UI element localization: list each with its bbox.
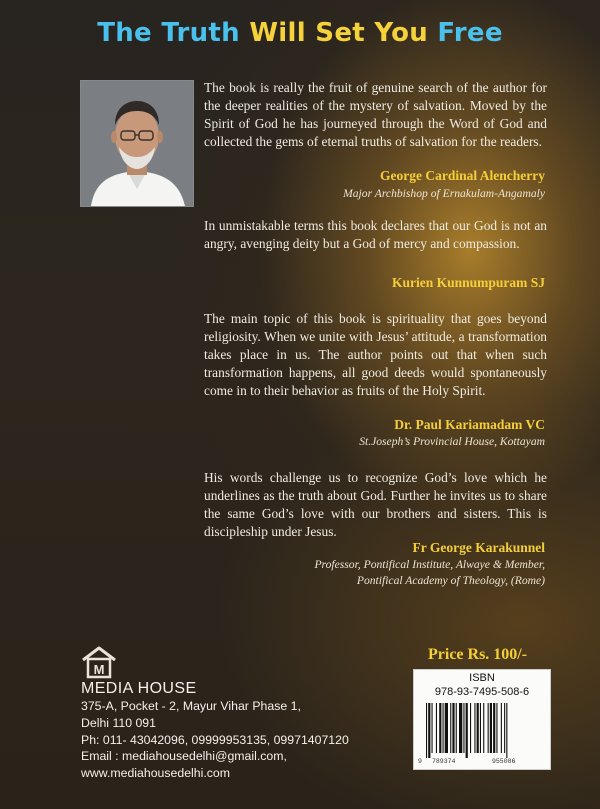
barcode-bar	[428, 703, 430, 758]
publisher-name: MEDIA HOUSE	[81, 680, 197, 697]
barcode-digit-group: 789374	[432, 758, 456, 765]
publisher-address-line-2: Delhi 110 091	[81, 715, 156, 730]
barcode-bar	[466, 703, 468, 758]
endorsement-3-text: The main topic of this book is spirituality that goes beyond religiosity. When we unite with Jesus’ attitude, a transformation takes place in us. The author points out that when such transformation happens, all good deeds would spontaneously come in to their behavior as fruits of the Holy Spirit.	[204, 311, 547, 398]
barcode-bar	[470, 703, 471, 753]
barcode-bar	[477, 703, 479, 753]
affiliation-line: Professor, Pontifical Institute, Alwaye & Member,	[314, 558, 545, 571]
barcode-digit-group: 9	[418, 758, 422, 765]
barcode-bar	[483, 703, 484, 753]
price-label: Price Rs. 100/-	[428, 646, 528, 663]
isbn-label: ISBN	[469, 672, 495, 684]
endorsement-3-name: Dr. Paul Kariamadam VC	[394, 417, 545, 432]
barcode-bar	[436, 703, 437, 753]
publisher-block	[81, 680, 349, 782]
endorsement-3-affiliation	[185, 434, 545, 450]
barcode-bar	[450, 703, 451, 753]
barcode-bar	[445, 703, 448, 753]
logo-letter: M	[93, 662, 105, 677]
publisher-email: Email : mediahousedelhi@gmail.com,	[81, 749, 287, 764]
barcode-bar	[443, 703, 444, 753]
barcode-bar	[426, 703, 427, 758]
publisher-phone: Ph: 011- 43042096, 09999953135, 09971407120	[81, 732, 349, 747]
book-title	[0, 18, 600, 48]
barcode-bar	[480, 703, 481, 753]
barcode-bar	[432, 703, 433, 753]
barcode-bar	[506, 703, 507, 758]
title-part-2: Will Set You	[249, 18, 438, 48]
isbn-barcode	[413, 669, 551, 770]
endorsement-1-name: George Cardinal Alencherry	[380, 168, 545, 183]
endorsement-4-affiliation	[185, 557, 545, 588]
endorsement-2-name: Kurien Kunnumpuram SJ	[391, 275, 545, 290]
affiliation-line: St.Joseph’s Provincial House, Kottayam	[359, 435, 545, 448]
barcode-bar	[490, 703, 492, 753]
publisher-address-line-1: 375-A, Pocket - 2, Mayur Vihar Phase 1,	[81, 699, 301, 713]
title-part-1: The Truth	[97, 18, 250, 48]
barcode-bars	[426, 703, 540, 758]
author-photo	[80, 80, 194, 207]
endorsement-1-affiliation	[185, 186, 545, 202]
barcode-bar	[439, 703, 441, 753]
endorsement-4-text: His words challenge us to recognize God’s love which he underlines as the truth about God. Further he invites us to share the same God’s love with our brothers and sisters. This is discipleship under Jesus.	[204, 470, 547, 539]
barcode-bar	[459, 703, 462, 753]
barcode-bar	[504, 703, 505, 753]
barcode-bar	[452, 703, 454, 753]
barcode-bar	[488, 703, 489, 753]
endorsement-4-name: Fr George Karakunnel	[412, 540, 545, 555]
barcode-bar	[474, 703, 475, 753]
barcode-bar	[463, 703, 464, 753]
affiliation-line: Pontifical Academy of Theology, (Rome)	[356, 573, 545, 587]
barcode-digit-group: 955086	[492, 758, 516, 765]
barcode-bar	[493, 703, 495, 753]
publisher-logo-icon	[80, 645, 118, 679]
title-part-3: Free	[437, 18, 503, 48]
endorsement-1-text: The book is really the fruit of genuine search of the author for the deeper realities of the mystery of salvation. Moved by the Spirit of God he has journeyed through the Word of God and collected the gems of eternal truths of salvation for the readers.	[204, 80, 547, 149]
isbn-number: 978-93-7495-508-6	[434, 686, 530, 698]
affiliation-line: Major Archbishop of Ernakulam-Angamaly	[343, 187, 545, 200]
barcode-bar	[496, 703, 497, 753]
portrait-image	[81, 81, 193, 206]
endorsement-2-text: In unmistakable terms this book declares that our God is not an angry, avenging deity but a God of mercy and compassion.	[204, 218, 547, 251]
barcode-bar	[501, 703, 502, 753]
publisher-website: www.mediahousedelhi.com	[81, 766, 231, 781]
barcode-bar	[456, 703, 457, 753]
